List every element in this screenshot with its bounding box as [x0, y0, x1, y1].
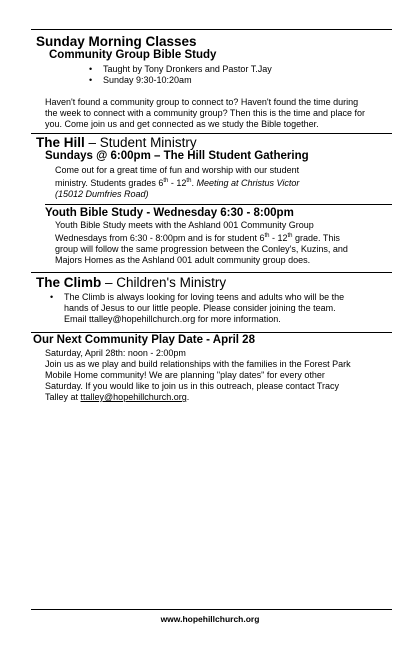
email-link[interactable]: ttalley@hopehillchurch.org: [80, 392, 187, 402]
bullet-icon: •: [50, 292, 54, 302]
divider: [45, 204, 392, 205]
youth-section: [0, 207, 420, 266]
divider: [31, 272, 392, 273]
list-item: • Sunday 9:30-10:20am: [89, 75, 192, 85]
top-rule: [31, 29, 392, 30]
divider: [31, 332, 392, 333]
climb-section: [0, 275, 420, 325]
hill-subtitle: Sundays @ 6:00pm – The Hill Student Gathering: [45, 150, 309, 162]
sunday-section: [0, 34, 420, 130]
hill-paragraph: Come out for a great time of fun and worship with our student ministry. Students grades 6th - 12th. Meeting at Christus Victor (15012 Dumfries Road): [55, 165, 300, 199]
divider: [31, 133, 392, 134]
sunday-bullets: [89, 64, 420, 86]
climb-title: The Climb – Children's Ministry: [36, 275, 227, 290]
sunday-paragraph: Haven't found a community group to connect to? Haven't found the time during the week to connect with a community group? Then this is the time and place for you. Come join us and get connected as we study the Bible together.: [45, 97, 366, 129]
climb-bullets: [50, 292, 420, 325]
playdate-title: Our Next Community Play Date - April 28: [33, 334, 255, 346]
bullet-icon: •: [89, 64, 93, 74]
sunday-title: Sunday Morning Classes: [36, 34, 197, 49]
youth-title: Youth Bible Study - Wednesday 6:30 - 8:00pm: [45, 207, 294, 219]
list-item: • The Climb is always looking for loving teens and adults who will be the hands of Jesus to our little people. Please consider joining the team. Email ttalley@hopehillchurch.org for more information.: [50, 292, 345, 324]
sunday-subtitle: Community Group Bible Study: [49, 49, 217, 61]
bullet-icon: •: [89, 75, 93, 85]
bottom-rule: [31, 609, 392, 610]
footer-url[interactable]: www.hopehillchurch.org: [160, 614, 260, 624]
playdate-section: [0, 334, 420, 403]
hill-title: The Hill – Student Ministry: [36, 135, 197, 150]
playdate-paragraph: Saturday, April 28th: noon - 2:00pm Join us as we play and build relationships with the families in the Forest Park Mobile Home community! We are planning "play dates" for every other Saturday. If you would like to join us in this outreach, please contact Tracy Talley at ttalley@hopehillchurch.org.: [45, 348, 351, 402]
hill-section: [0, 135, 420, 200]
youth-paragraph: Youth Bible Study meets with the Ashland 001 Community Group Wednesdays from 6:30 - 8:00pm and is for student 6th - 12th grade. This group will follow the same progression between the Conley's, Kuzins, and Majors Homes as the Ashland 001 adult community group does.: [55, 220, 348, 265]
list-item: • Taught by Tony Dronkers and Pastor T.Jay: [89, 64, 272, 74]
